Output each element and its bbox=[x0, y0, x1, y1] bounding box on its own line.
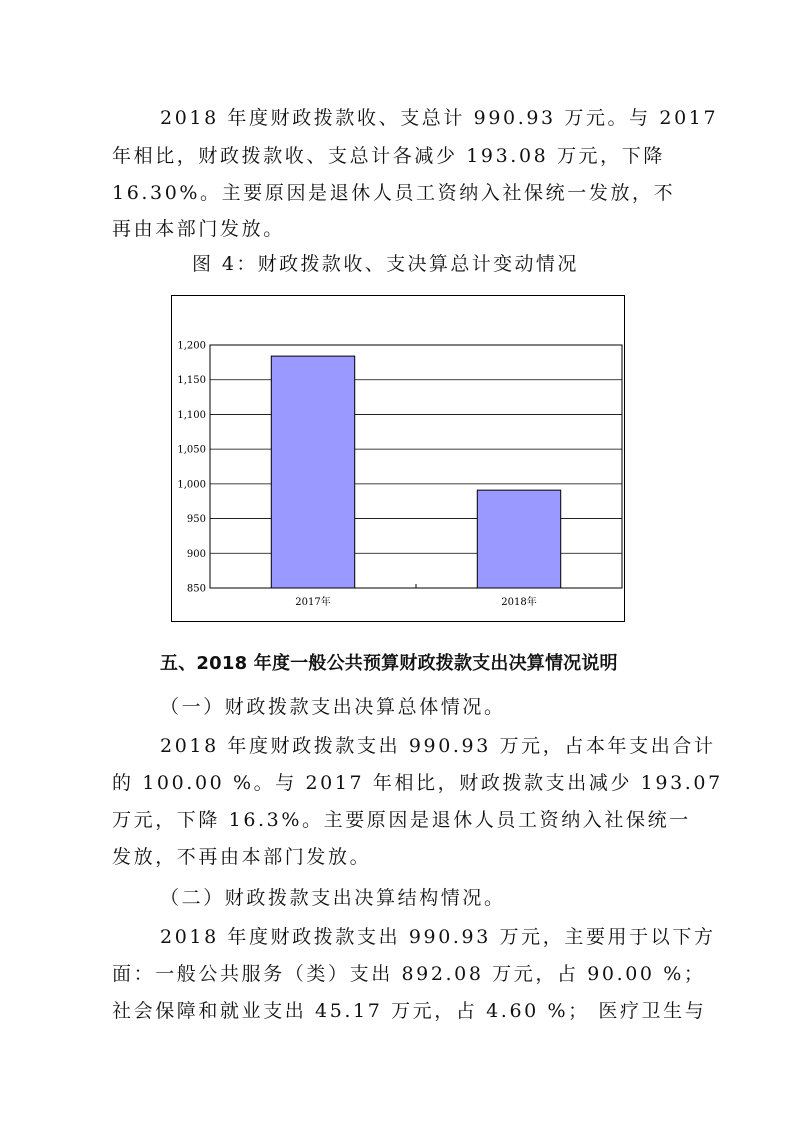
subsection2-title: （二）财政拨款支出决算结构情况。 bbox=[160, 887, 506, 909]
subsection1-title: （一）财政拨款支出决算总体情况。 bbox=[160, 696, 506, 718]
y-tick-label: 1,100 bbox=[177, 409, 206, 421]
y-tick-label: 1,200 bbox=[177, 340, 206, 352]
bar-2017年 bbox=[271, 356, 354, 588]
bar-chart bbox=[172, 296, 624, 621]
x-tick-label: 2018年 bbox=[501, 597, 537, 608]
y-axis-ticks bbox=[177, 341, 206, 595]
y-tick-label: 1,000 bbox=[177, 479, 206, 491]
y-tick-label: 850 bbox=[186, 583, 206, 595]
paragraph3-line2: 面：一般公共服务（类）支出 892.08 万元，占 90.00 %； bbox=[112, 963, 706, 985]
x-tick-label: 2017年 bbox=[295, 597, 331, 608]
paragraph1-line1: 2018 年度财政拨款收、支总计 990.93 万元。与 2017 bbox=[160, 107, 719, 129]
paragraph1-line3: 16.30%。主要原因是退休人员工资纳入社保统一发放，不 bbox=[112, 182, 676, 204]
paragraph2-line3: 万元，下降 16.3%。主要原因是退休人员工资纳入社保统一 bbox=[112, 809, 691, 831]
paragraph3-line1: 2018 年度财政拨款支出 990.93 万元，主要用于以下方 bbox=[160, 926, 716, 948]
y-tick-label: 1,150 bbox=[177, 375, 206, 387]
y-tick-label: 900 bbox=[186, 548, 206, 560]
bar-2018年 bbox=[477, 490, 560, 588]
figure-caption: 图 4：财政拨款收、支决算总计变动情况 bbox=[192, 253, 579, 275]
paragraph2-line1: 2018 年度财政拨款支出 990.93 万元，占本年支出合计 bbox=[160, 735, 716, 757]
paragraph1-line4: 再由本部门发放。 bbox=[112, 218, 285, 240]
chart-frame bbox=[171, 295, 625, 622]
section-heading: 五、2018 年度一般公共预算财政拨款支出决算情况说明 bbox=[160, 653, 618, 674]
paragraph2-line4: 发放，不再由本部门发放。 bbox=[112, 846, 372, 868]
paragraph2-line2: 的 100.00 %。与 2017 年相比，财政拨款支出减少 193.07 bbox=[112, 772, 723, 794]
paragraph1-line2: 年相比，财政拨款收、支总计各减少 193.08 万元，下降 bbox=[112, 145, 665, 167]
y-tick-label: 950 bbox=[186, 514, 206, 526]
y-tick-label: 1,050 bbox=[177, 444, 206, 456]
paragraph3-line3: 社会保障和就业支出 45.17 万元，占 4.60 %； 医疗卫生与 bbox=[112, 1000, 707, 1022]
